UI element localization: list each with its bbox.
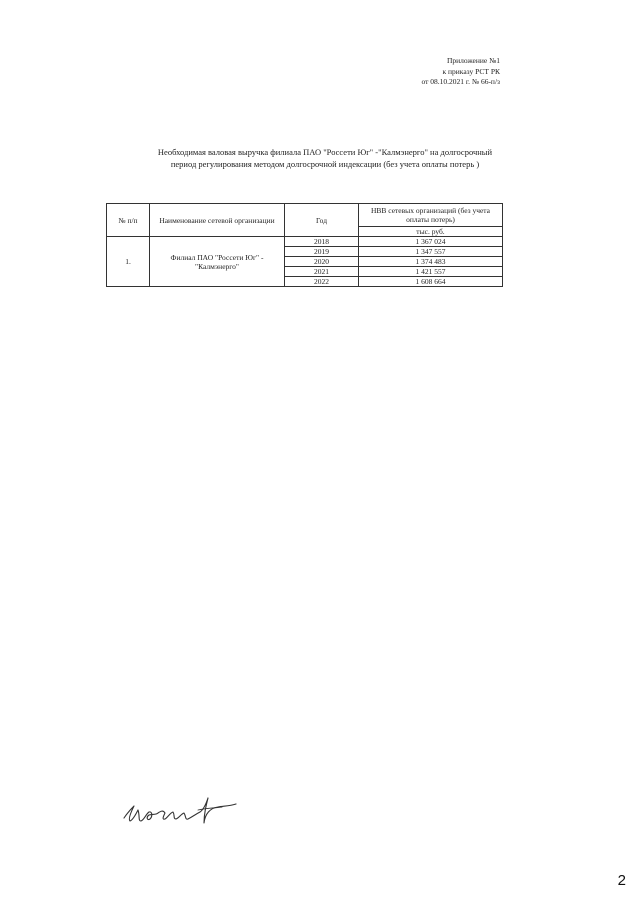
value-cell: 1 347 557: [359, 247, 503, 257]
appendix-line-2: к приказу РСТ РК: [442, 66, 500, 76]
year-cell: 2022: [285, 277, 359, 287]
value-cell: 1 421 557: [359, 267, 503, 277]
appendix-note: [422, 56, 501, 88]
year-cell: 2021: [285, 267, 359, 277]
header-number: № п/п: [107, 204, 150, 237]
row-number: 1.: [107, 237, 150, 287]
nvv-table: [106, 203, 503, 287]
value-cell: 1 374 483: [359, 257, 503, 267]
header-year: Год: [285, 204, 359, 237]
table-header-row: [107, 204, 503, 227]
document-heading: Необходимая валовая выручка филиала ПАО "Россети Юг" -"Калмэнерго" на долгосрочный период регулирования методом долгосрочной индексации (без учета оплаты потерь ): [157, 147, 493, 169]
year-cell: 2018: [285, 237, 359, 247]
header-nvv: НВВ сетевых организаций (без учета оплаты потерь): [359, 204, 503, 227]
value-cell: 1 367 024: [359, 237, 503, 247]
header-organization: Наименование сетевой организации: [150, 204, 285, 237]
row-organization: Филиал ПАО "Россети Юг" - "Калмэнерго": [150, 237, 285, 287]
handwritten-signature-icon: [118, 790, 243, 830]
page-number: 2: [617, 872, 626, 889]
year-cell: 2020: [285, 257, 359, 267]
appendix-line-1: Приложение №1: [446, 56, 500, 65]
appendix-line-3: от 08.10.2021 г. № 66-п/з: [421, 77, 500, 86]
header-unit: тыс. руб.: [359, 227, 503, 237]
value-cell: 1 608 664: [359, 277, 503, 287]
table-row: [107, 237, 503, 247]
year-cell: 2019: [285, 247, 359, 257]
